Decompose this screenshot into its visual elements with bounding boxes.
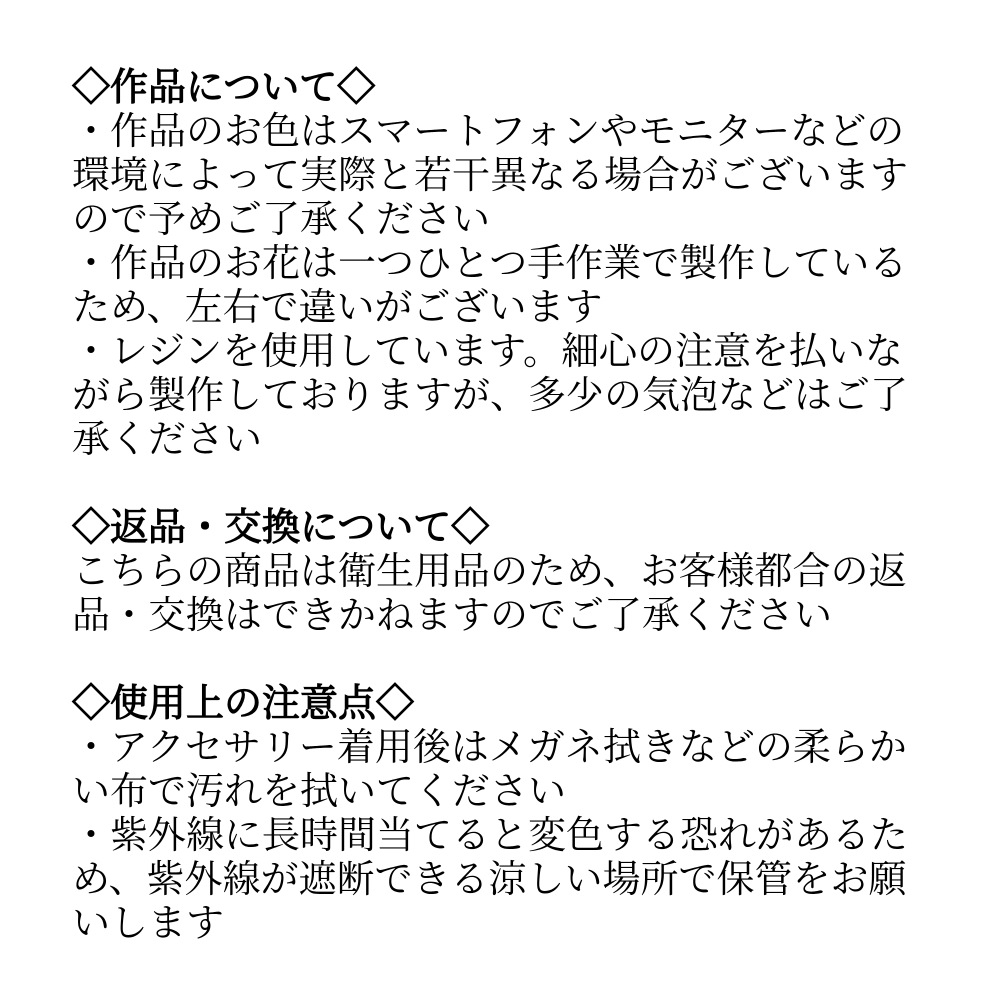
section-title-about-work: ◇作品について◇ xyxy=(72,67,376,109)
section-title-returns-exchange: ◇返品・交換について◇ xyxy=(72,507,490,549)
section-title-usage-notes: ◇使用上の注意点◇ xyxy=(72,683,415,725)
section-usage-notes xyxy=(72,682,960,946)
text-line: め、紫外線が遮断できる涼しい場所で保管をお願 xyxy=(72,859,907,901)
text-line: がら製作しておりますが、多少の気泡などはご了 xyxy=(72,375,909,417)
text-line: ・レジンを使用しています。細心の注意を払いな xyxy=(72,331,904,373)
text-line: こちらの商品は衛生用品のため、お客様都合の返 xyxy=(72,551,907,593)
text-line: ので予めご了承ください xyxy=(72,199,491,241)
text-line: 承ください xyxy=(72,419,263,461)
text-line: い布で汚れを拭いてください xyxy=(72,771,567,813)
section-about-work xyxy=(72,66,960,462)
text-line: ・紫外線に長時間当てると変色する恐れがあるた xyxy=(72,815,909,857)
text-line: 環境によって実際と若干異なる場合がございます xyxy=(72,155,909,197)
text-line: いします xyxy=(72,903,225,945)
section-returns-exchange xyxy=(72,506,960,638)
text-line: ・作品のお花は一つひとつ手作業で製作している xyxy=(72,243,908,285)
text-line: ・作品のお色はスマートフォンやモニターなどの xyxy=(72,111,905,153)
text-line: 品・交換はできかねますのでご了承ください xyxy=(72,595,833,637)
text-line: ・アクセサリー着用後はメガネ拭きなどの柔らか xyxy=(72,727,907,769)
text-line: ため、左右で違いがございます xyxy=(72,287,603,329)
